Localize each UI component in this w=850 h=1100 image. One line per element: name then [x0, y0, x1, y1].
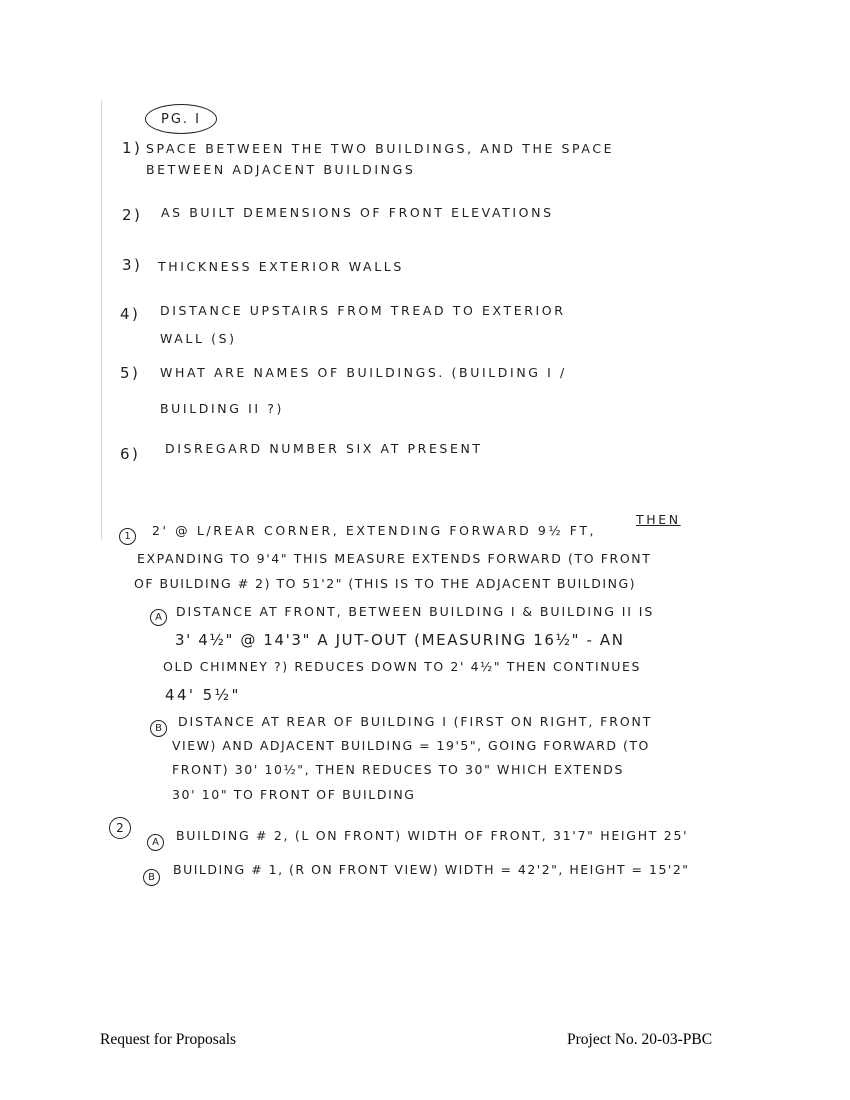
question-line: DISREGARD NUMBER SIX AT PRESENT: [165, 441, 483, 456]
part-a-marker: A: [150, 609, 167, 626]
question-line: WHAT ARE NAMES OF BUILDINGS. (BUILDING I /: [160, 365, 567, 380]
question-line: SPACE BETWEEN THE TWO BUILDINGS, AND THE SPACE: [146, 141, 615, 156]
answer-line: OLD CHIMNEY ?) REDUCES DOWN TO 2' 4½" THEN CONTINUES: [163, 659, 642, 674]
answer-line: DISTANCE AT FRONT, BETWEEN BUILDING I & BUILDING II IS: [176, 604, 655, 619]
answer-line: EXPANDING TO 9'4" THIS MEASURE EXTENDS FORWARD (TO FRONT: [137, 551, 652, 566]
answer-1-marker: 1: [119, 528, 136, 545]
page-label: PG. I: [145, 104, 217, 134]
answer-line-then: THEN: [636, 512, 681, 527]
part-b-marker: B: [143, 869, 160, 886]
question-line: BETWEEN ADJACENT BUILDINGS: [146, 162, 416, 177]
question-line: DISTANCE UPSTAIRS FROM TREAD TO EXTERIOR: [160, 303, 566, 318]
footer-left: Request for Proposals: [100, 1031, 237, 1048]
part-b-marker: B: [150, 720, 167, 737]
footer-right: Project No. 20-03-PBC: [567, 1031, 713, 1048]
question-number: 2): [122, 206, 143, 224]
question-number: 3): [122, 256, 143, 274]
question-number: 4): [120, 305, 141, 323]
answer-line: FRONT) 30' 10½", THEN REDUCES TO 30" WHICH EXTENDS: [172, 762, 625, 777]
answer-line: VIEW) AND ADJACENT BUILDING = 19'5", GOING FORWARD (TO: [172, 738, 650, 753]
question-line: THICKNESS EXTERIOR WALLS: [158, 259, 404, 274]
answer-line: BUILDING # 2, (L ON FRONT) WIDTH OF FRONT, 31'7" HEIGHT 25': [176, 828, 689, 843]
answer-line: 2' @ L/REAR CORNER, EXTENDING FORWARD 9½ FT,: [152, 523, 597, 538]
answer-line: 3' 4½" @ 14'3" A JUT-OUT (MEASURING 16½" - AN: [175, 631, 625, 649]
answer-line: DISTANCE AT REAR OF BUILDING I (FIRST ON RIGHT, FRONT: [178, 714, 653, 729]
question-line: AS BUILT DEMENSIONS OF FRONT ELEVATIONS: [161, 205, 554, 220]
question-number: 6): [120, 445, 141, 463]
answer-line: 30' 10" TO FRONT OF BUILDING: [172, 787, 416, 802]
part-a-marker: A: [147, 834, 164, 851]
answer-line: 44' 5½": [165, 686, 241, 704]
answer-2-marker: 2: [109, 817, 131, 839]
answer-line: BUILDING # 1, (R ON FRONT VIEW) WIDTH = 42'2", HEIGHT = 15'2": [173, 862, 690, 877]
question-number: 1): [122, 139, 143, 157]
question-line: BUILDING II ?): [160, 401, 284, 416]
page-margin-line: [101, 100, 102, 540]
answer-line: OF BUILDING # 2) TO 51'2" (THIS IS TO THE ADJACENT BUILDING): [134, 576, 637, 591]
question-number: 5): [120, 364, 141, 382]
question-line: WALL (S): [160, 331, 237, 346]
